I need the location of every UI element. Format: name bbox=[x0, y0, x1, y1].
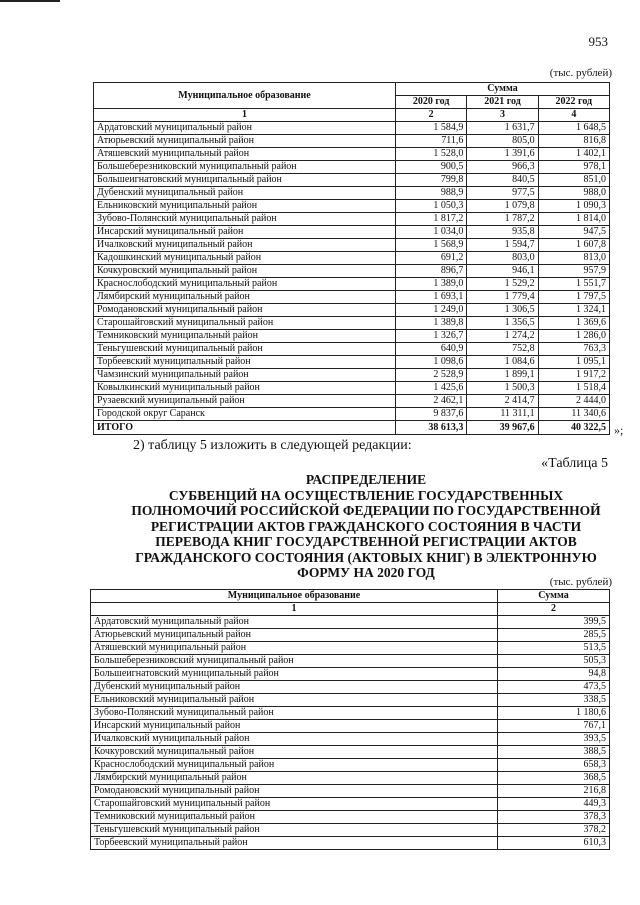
value-2022: 947,5 bbox=[538, 226, 609, 239]
table2-body bbox=[91, 616, 610, 850]
municipality-name: Атяшевский муниципальный район bbox=[91, 642, 498, 655]
value-2020: 1 389,0 bbox=[396, 278, 467, 291]
sum-value: 338,5 bbox=[498, 694, 610, 707]
value-2021: 1 899,1 bbox=[467, 369, 538, 382]
value-2021: 1 500,3 bbox=[467, 382, 538, 395]
municipality-name: Ковылкинский муниципальный район bbox=[94, 382, 396, 395]
value-2020: 1 098,6 bbox=[396, 356, 467, 369]
table2-col-number: 2 bbox=[498, 603, 610, 616]
value-2020: 2 528,9 bbox=[396, 369, 467, 382]
table-row bbox=[94, 278, 610, 291]
table-row bbox=[94, 395, 610, 408]
heading-line: СУБВЕНЦИЙ НА ОСУЩЕСТВЛЕНИЕ ГОСУДАРСТВЕННЫХ bbox=[168, 487, 564, 503]
table1-header-year: 2020 год bbox=[396, 96, 467, 109]
value-2020: 1 249,0 bbox=[396, 304, 467, 317]
value-2021: 1 079,8 bbox=[467, 200, 538, 213]
municipality-name: Краснослободский муниципальный район bbox=[91, 759, 498, 772]
value-2020: 1 034,0 bbox=[396, 226, 467, 239]
table-row bbox=[91, 772, 610, 785]
table-row bbox=[94, 187, 610, 200]
sum-value: 399,5 bbox=[498, 616, 610, 629]
municipality-name: Большеберезниковский муниципальный район bbox=[91, 655, 498, 668]
municipality-name: Старошайговский муниципальный район bbox=[94, 317, 396, 330]
value-2021: 966,3 bbox=[467, 161, 538, 174]
municipality-name: Краснослободский муниципальный район bbox=[94, 278, 396, 291]
table-row bbox=[91, 837, 610, 850]
table-row bbox=[94, 343, 610, 356]
value-2022: 2 444,0 bbox=[538, 395, 609, 408]
table1-units: (тыс. рублей) bbox=[549, 67, 612, 79]
municipality-name: Ромодановский муниципальный район bbox=[91, 785, 498, 798]
municipality-name: Теньгушевский муниципальный район bbox=[94, 343, 396, 356]
value-2022: 1 090,3 bbox=[538, 200, 609, 213]
value-2022: 1 095,1 bbox=[538, 356, 609, 369]
value-2022: 851,0 bbox=[538, 174, 609, 187]
municipality-name: Лямбирский муниципальный район bbox=[94, 291, 396, 304]
value-2020: 691,2 bbox=[396, 252, 467, 265]
edit-instruction: 2) таблицу 5 изложить в следующей редакции: bbox=[133, 438, 412, 453]
municipality-name: Атюрьевский муниципальный район bbox=[94, 135, 396, 148]
value-2020: 1 528,0 bbox=[396, 148, 467, 161]
table-row bbox=[94, 148, 610, 161]
municipality-name: Ельниковский муниципальный район bbox=[94, 200, 396, 213]
value-2022: 763,3 bbox=[538, 343, 609, 356]
value-2020: 1 326,7 bbox=[396, 330, 467, 343]
value-2021: 1 631,7 bbox=[467, 122, 538, 135]
municipality-name: Лямбирский муниципальный район bbox=[91, 772, 498, 785]
value-2021: 1 787,2 bbox=[467, 213, 538, 226]
table1-col-number: 4 bbox=[538, 109, 609, 122]
value-2021: 1 274,2 bbox=[467, 330, 538, 343]
municipality-name: Инсарский муниципальный район bbox=[94, 226, 396, 239]
sum-value: 378,2 bbox=[498, 824, 610, 837]
value-2021: 840,5 bbox=[467, 174, 538, 187]
value-2022: 1 797,5 bbox=[538, 291, 609, 304]
value-2020: 1 817,2 bbox=[396, 213, 467, 226]
sum-value: 368,5 bbox=[498, 772, 610, 785]
value-2022: 1 286,0 bbox=[538, 330, 609, 343]
sum-value: 767,1 bbox=[498, 720, 610, 733]
table-row bbox=[91, 707, 610, 720]
value-2021: 946,1 bbox=[467, 265, 538, 278]
value-2022: 816,8 bbox=[538, 135, 609, 148]
municipality-name: Темниковский муниципальный район bbox=[94, 330, 396, 343]
value-2021: 1 779,4 bbox=[467, 291, 538, 304]
sum-value: 449,3 bbox=[498, 798, 610, 811]
municipality-name: Кадошкинский муниципальный район bbox=[94, 252, 396, 265]
table-row bbox=[94, 213, 610, 226]
municipality-name: Торбеевский муниципальный район bbox=[94, 356, 396, 369]
value-2020: 1 050,3 bbox=[396, 200, 467, 213]
value-2022: 1 402,1 bbox=[538, 148, 609, 161]
table-row bbox=[94, 135, 610, 148]
table-row bbox=[91, 720, 610, 733]
table2-header-name: Муниципальное образование bbox=[91, 590, 498, 603]
total-2020: 38 613,3 bbox=[396, 421, 467, 435]
value-2020: 711,6 bbox=[396, 135, 467, 148]
table-row bbox=[94, 304, 610, 317]
table1-col-number: 1 bbox=[94, 109, 396, 122]
value-2020: 1 389,8 bbox=[396, 317, 467, 330]
sum-value: 473,5 bbox=[498, 681, 610, 694]
sum-value: 658,3 bbox=[498, 759, 610, 772]
municipality-name: Атяшевский муниципальный район bbox=[94, 148, 396, 161]
table2-col-number: 1 bbox=[91, 603, 498, 616]
municipality-name: Зубово-Полянский муниципальный район bbox=[91, 707, 498, 720]
municipality-name: Атюрьевский муниципальный район bbox=[91, 629, 498, 642]
table-row bbox=[94, 265, 610, 278]
table2-units: (тыс. рублей) bbox=[549, 576, 612, 588]
value-2022: 1 369,6 bbox=[538, 317, 609, 330]
value-2022: 988,0 bbox=[538, 187, 609, 200]
value-2021: 2 414,7 bbox=[467, 395, 538, 408]
sum-value: 505,3 bbox=[498, 655, 610, 668]
table-row bbox=[94, 122, 610, 135]
value-2021: 11 311,1 bbox=[467, 408, 538, 421]
table-row bbox=[94, 252, 610, 265]
table-row bbox=[91, 811, 610, 824]
value-2022: 1 324,1 bbox=[538, 304, 609, 317]
table-row bbox=[91, 746, 610, 759]
table1-header-year: 2022 год bbox=[538, 96, 609, 109]
value-2022: 11 340,6 bbox=[538, 408, 609, 421]
heading-line: ПОЛНОМОЧИЙ РОССИЙСКОЙ ФЕДЕРАЦИИ ПО ГОСУДАРСТВЕННОЙ bbox=[131, 503, 601, 518]
value-2020: 9 837,6 bbox=[396, 408, 467, 421]
sum-value: 1 180,6 bbox=[498, 707, 610, 720]
value-2020: 799,8 bbox=[396, 174, 467, 187]
value-2021: 1 529,2 bbox=[467, 278, 538, 291]
municipality-name: Торбеевский муниципальный район bbox=[91, 837, 498, 850]
table-row bbox=[91, 759, 610, 772]
table-row bbox=[94, 356, 610, 369]
value-2021: 1 391,6 bbox=[467, 148, 538, 161]
municipality-name: Ромодановский муниципальный район bbox=[94, 304, 396, 317]
table-row bbox=[94, 408, 610, 421]
sum-value: 513,5 bbox=[498, 642, 610, 655]
municipality-name: Зубово-Полянский муниципальный район bbox=[94, 213, 396, 226]
table-row bbox=[91, 798, 610, 811]
municipality-name: Дубенский муниципальный район bbox=[94, 187, 396, 200]
table-row bbox=[91, 642, 610, 655]
distribution-heading bbox=[96, 472, 636, 581]
value-2021: 1 306,5 bbox=[467, 304, 538, 317]
top-rule bbox=[0, 0, 60, 2]
table-row bbox=[91, 785, 610, 798]
value-2022: 978,1 bbox=[538, 161, 609, 174]
value-2021: 1 356,5 bbox=[467, 317, 538, 330]
value-2021: 752,8 bbox=[467, 343, 538, 356]
table-row bbox=[91, 668, 610, 681]
municipality-name: Старошайговский муниципальный район bbox=[91, 798, 498, 811]
heading-line: РАСПРЕДЕЛЕНИЕ bbox=[305, 472, 427, 487]
table-row bbox=[94, 239, 610, 252]
value-2022: 1 648,5 bbox=[538, 122, 609, 135]
table-row bbox=[91, 694, 610, 707]
table-row bbox=[94, 226, 610, 239]
municipality-name: Чамзинский муниципальный район bbox=[94, 369, 396, 382]
value-2020: 2 462,1 bbox=[396, 395, 467, 408]
municipality-name: Кочкуровский муниципальный район bbox=[94, 265, 396, 278]
municipality-name: Кочкуровский муниципальный район bbox=[91, 746, 498, 759]
value-2022: 957,9 bbox=[538, 265, 609, 278]
table-row bbox=[91, 733, 610, 746]
municipality-name: Ичалковский муниципальный район bbox=[91, 733, 498, 746]
value-2022: 1 551,7 bbox=[538, 278, 609, 291]
value-2021: 1 594,7 bbox=[467, 239, 538, 252]
heading-line: ФОРМУ НА 2020 ГОД bbox=[297, 565, 435, 580]
value-2022: 1 607,8 bbox=[538, 239, 609, 252]
sum-value: 216,8 bbox=[498, 785, 610, 798]
closing-quote: »; bbox=[614, 423, 624, 437]
table-row bbox=[94, 291, 610, 304]
municipality-name: Большеигнатовский муниципальный район bbox=[91, 668, 498, 681]
table-row bbox=[91, 629, 610, 642]
table-row bbox=[94, 317, 610, 330]
municipality-name: Большеберезниковский муниципальный район bbox=[94, 161, 396, 174]
municipality-name: Инсарский муниципальный район bbox=[91, 720, 498, 733]
table-row bbox=[91, 824, 610, 837]
municipality-name: Теньгушевский муниципальный район bbox=[91, 824, 498, 837]
table1-header-name: Муниципальное образование bbox=[94, 83, 396, 109]
heading-line: РЕГИСТРАЦИИ АКТОВ ГРАЖДАНСКОГО СОСТОЯНИЯ В ЧАСТИ bbox=[150, 518, 582, 534]
table1-body bbox=[94, 122, 610, 421]
value-2020: 1 693,1 bbox=[396, 291, 467, 304]
table-row bbox=[94, 161, 610, 174]
table1-header-year: 2021 год bbox=[467, 96, 538, 109]
table1-col-number: 2 bbox=[396, 109, 467, 122]
municipality-name: Рузаевский муниципальный район bbox=[94, 395, 396, 408]
value-2020: 988,9 bbox=[396, 187, 467, 200]
value-2020: 1 584,9 bbox=[396, 122, 467, 135]
value-2021: 1 084,6 bbox=[467, 356, 538, 369]
table1-col-number: 3 bbox=[467, 109, 538, 122]
value-2021: 805,0 bbox=[467, 135, 538, 148]
value-2020: 1 568,9 bbox=[396, 239, 467, 252]
table-row bbox=[91, 655, 610, 668]
municipality-name: Большеигнатовский муниципальный район bbox=[94, 174, 396, 187]
value-2021: 977,5 bbox=[467, 187, 538, 200]
table-row bbox=[94, 330, 610, 343]
total-2022: 40 322,5 bbox=[538, 421, 609, 435]
table2-header-sum: Сумма bbox=[498, 590, 610, 603]
heading-line: ПЕРЕВОДА КНИГ ГОСУДАРСТВЕННОЙ РЕГИСТРАЦИИ АКТОВ bbox=[155, 534, 577, 549]
table-row bbox=[94, 174, 610, 187]
municipality-name: Ардатовский муниципальный район bbox=[94, 122, 396, 135]
table-row bbox=[94, 200, 610, 213]
subsidy-table-2 bbox=[90, 589, 610, 850]
subsidy-table-1 bbox=[93, 82, 610, 435]
value-2022: 1 518,4 bbox=[538, 382, 609, 395]
municipality-name: Ельниковский муниципальный район bbox=[91, 694, 498, 707]
sum-value: 378,3 bbox=[498, 811, 610, 824]
heading-line: ГРАЖДАНСКОГО СОСТОЯНИЯ (АКТОВЫХ КНИГ) В ЭЛЕКТРОННУЮ bbox=[135, 549, 597, 565]
value-2021: 935,8 bbox=[467, 226, 538, 239]
table-row bbox=[91, 616, 610, 629]
table1-header-sum: Сумма bbox=[396, 83, 610, 96]
sum-value: 388,5 bbox=[498, 746, 610, 759]
municipality-name: Ичалковский муниципальный район bbox=[94, 239, 396, 252]
value-2020: 900,5 bbox=[396, 161, 467, 174]
municipality-name: Ардатовский муниципальный район bbox=[91, 616, 498, 629]
value-2020: 640,9 bbox=[396, 343, 467, 356]
table-row bbox=[94, 382, 610, 395]
sum-value: 393,5 bbox=[498, 733, 610, 746]
table1-total-row bbox=[94, 421, 610, 435]
municipality-name: Дубенский муниципальный район bbox=[91, 681, 498, 694]
sum-value: 285,5 bbox=[498, 629, 610, 642]
value-2022: 1 814,0 bbox=[538, 213, 609, 226]
total-label: ИТОГО bbox=[94, 421, 396, 435]
total-2021: 39 967,6 bbox=[467, 421, 538, 435]
page-number: 953 bbox=[588, 34, 608, 49]
table-row bbox=[91, 681, 610, 694]
municipality-name: Городской округ Саранск bbox=[94, 408, 396, 421]
municipality-name: Темниковский муниципальный район bbox=[91, 811, 498, 824]
sum-value: 610,3 bbox=[498, 837, 610, 850]
value-2022: 813,0 bbox=[538, 252, 609, 265]
value-2020: 1 425,6 bbox=[396, 382, 467, 395]
value-2020: 896,7 bbox=[396, 265, 467, 278]
value-2021: 803,0 bbox=[467, 252, 538, 265]
value-2022: 1 917,2 bbox=[538, 369, 609, 382]
table-label: «Таблица 5 bbox=[541, 456, 608, 471]
table-row bbox=[94, 369, 610, 382]
sum-value: 94,8 bbox=[498, 668, 610, 681]
